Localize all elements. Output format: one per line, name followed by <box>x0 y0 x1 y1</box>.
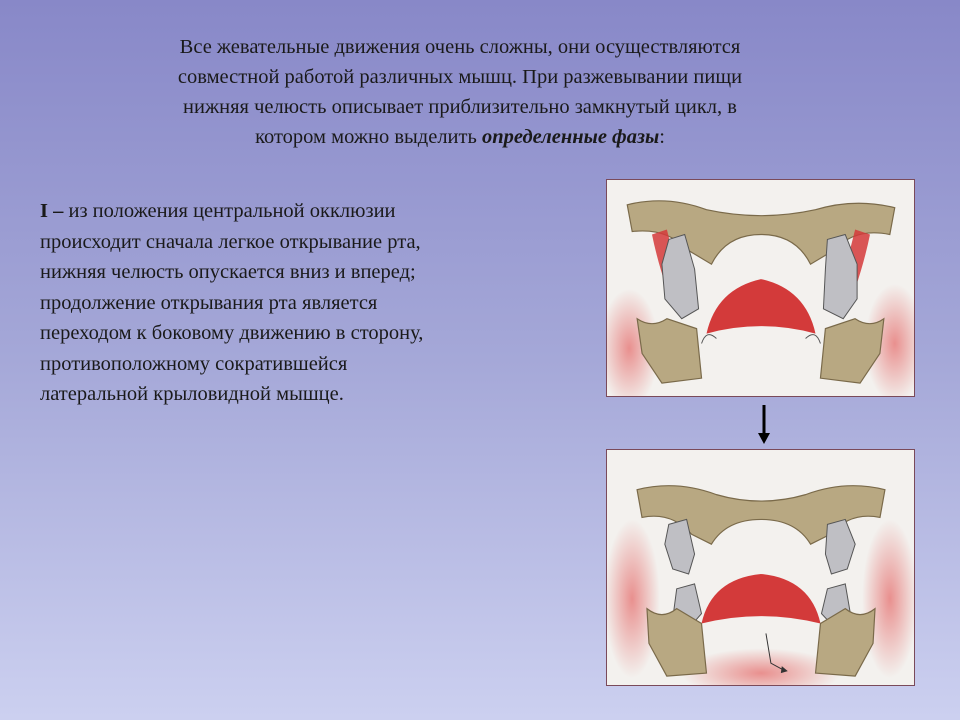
phase-line-6: противоположному сократившейся <box>40 352 348 375</box>
intro-line-3: нижняя челюсть описывает приблизительно замкнутый цикл, в <box>183 96 737 118</box>
phase-line-4: продолжение открывания рта является <box>40 291 378 314</box>
phase-numeral: I <box>40 200 48 222</box>
intro-emphasis: определенные фазы <box>481 126 660 148</box>
phase-dash: – <box>47 200 69 222</box>
intro-line-1: Все жевательные движения очень сложны, они осуществляются <box>179 36 741 58</box>
intro-line-4-prefix: котором можно выделить <box>255 126 482 148</box>
phase-line-1: из положения центральной окклюзии <box>68 200 396 222</box>
down-arrow-icon <box>755 405 773 445</box>
jaw-closed-diagram <box>606 179 915 397</box>
intro-paragraph <box>60 32 860 152</box>
phase-line-5: переходом к боковому движению в сторону, <box>40 322 424 344</box>
phase-line-3: нижняя челюсть опускается вниз и вперед; <box>40 261 416 283</box>
phase-line-7: латеральной крыловидной мышце. <box>40 383 344 405</box>
jaw-opened-diagram <box>606 449 915 686</box>
phase-line-2: происходит сначала легкое открывание рта, <box>40 230 421 253</box>
intro-line-2: совместной работой различных мышц. При разжевывании пищи <box>177 66 743 88</box>
jaw-closed-illustration <box>607 180 914 396</box>
phase-one-description <box>40 196 600 410</box>
intro-line-4-suffix: : <box>659 126 665 148</box>
jaw-opened-illustration <box>607 450 914 685</box>
